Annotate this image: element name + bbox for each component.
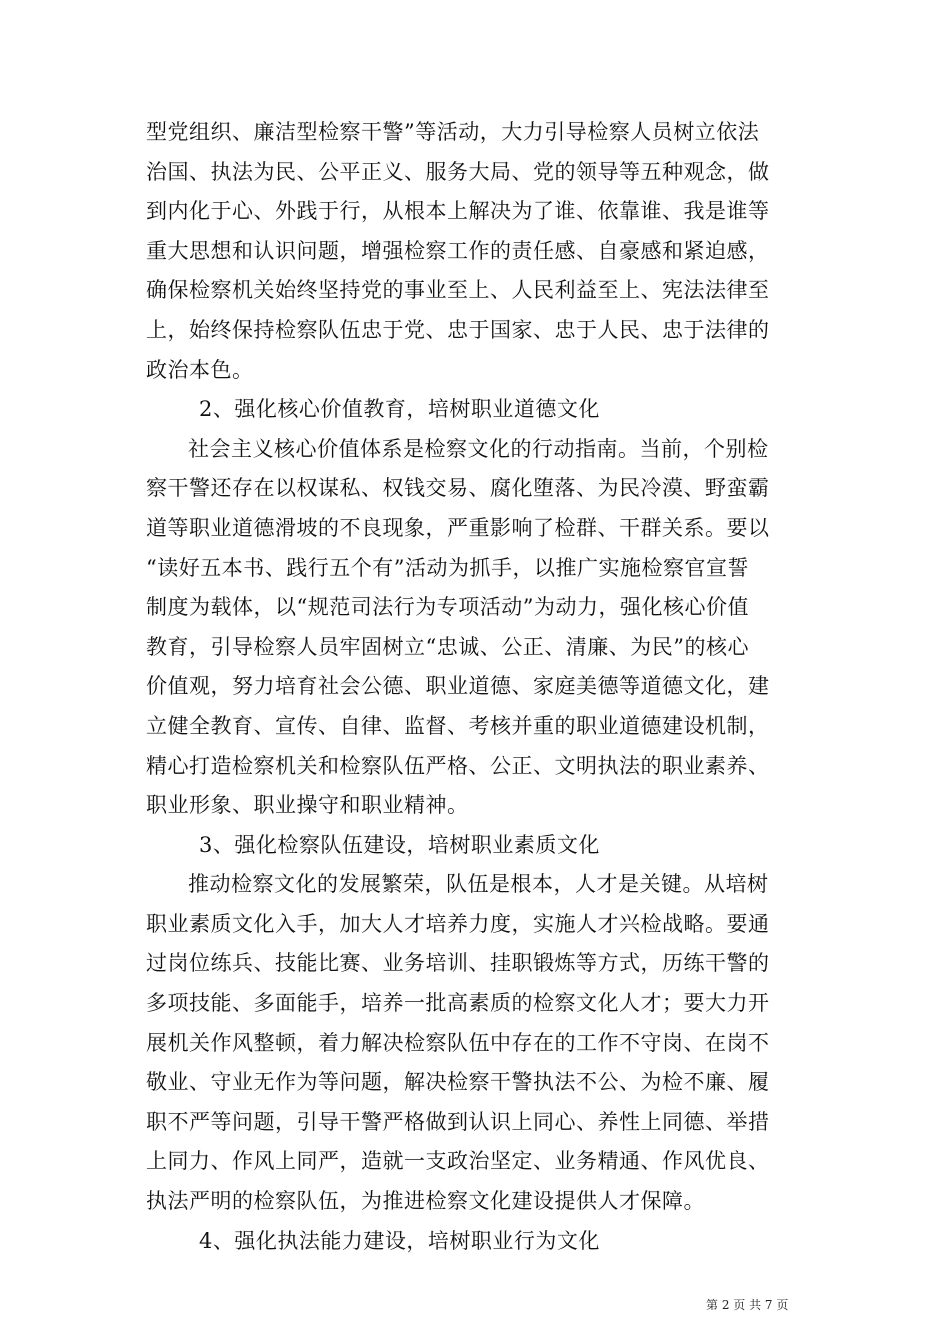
text-line: 道等职业道德滑坡的不良现象，严重影响了检群、干群关系。要以 xyxy=(146,515,770,540)
text-line: 上，始终保持检察队伍忠于党、忠于国家、忠于人民、忠于法律的 xyxy=(146,317,770,342)
text-line: 到内化于心、外践于行，从根本上解决为了谁、依靠谁、我是谁等 xyxy=(146,199,770,224)
text-line: 价值观，努力培育社会公德、职业道德、家庭美德等道德文化，建 xyxy=(146,674,770,699)
text-line: 重大思想和认识问题，增强检察工作的责任感、自豪感和紧迫感， xyxy=(146,238,770,263)
text-line: 教育，引导检察人员牢固树立“忠诚、公正、清廉、为民”的核心 xyxy=(146,634,749,659)
text-line: 执法严明的检察队伍，为推进检察文化建设提供人才保障。 xyxy=(146,1189,705,1214)
section-heading: 2、强化核心价值教育，培树职业道德文化 xyxy=(199,397,600,422)
text-line: 展机关作风整顿，着力解决检察队伍中存在的工作不守岗、在岗不 xyxy=(146,1030,770,1055)
text-line: 察干警还存在以权谋私、权钱交易、腐化堕落、为民冷漠、野蛮霸 xyxy=(146,476,770,501)
text-line: 过岗位练兵、技能比赛、业务培训、挂职锻炼等方式，历练干警的 xyxy=(146,951,770,976)
text-line: 确保检察机关始终坚持党的事业至上、人民利益至上、宪法法律至 xyxy=(146,278,770,303)
text-line: 职业素质文化入手，加大人才培养力度，实施人才兴检战略。要通 xyxy=(146,911,770,936)
section-heading: 3、强化检察队伍建设，培树职业素质文化 xyxy=(199,832,600,857)
text-line: 型党组织、廉洁型检察干警”等活动，大力引导检察人员树立依法 xyxy=(146,120,760,144)
text-line: 上同力、作风上同严，造就一支政治坚定、业务精通、作风优良、 xyxy=(146,1149,770,1174)
paragraph-first-line: 社会主义核心价值体系是检察文化的行动指南。当前，个别检 xyxy=(188,436,769,461)
page-number-footer: 第 2 页 共 7 页 xyxy=(706,1298,789,1312)
text-line: 治国、执法为民、公平正义、服务大局、党的领导等五种观念，做 xyxy=(146,159,770,184)
text-line: 职业形象、职业操守和职业精神。 xyxy=(146,793,469,818)
text-line: 制度为载体，以“规范司法行为专项活动”为动力，强化核心价值 xyxy=(146,595,749,620)
text-line: 多项技能、多面能手，培养一批高素质的检察文化人才；要大力开 xyxy=(146,991,770,1016)
text-line: 精心打造检察机关和检察队伍严格、公正、文明执法的职业素养、 xyxy=(146,753,770,778)
section-heading: 4、强化执法能力建设，培树职业行为文化 xyxy=(199,1228,600,1253)
paragraph-first-line: 推动检察文化的发展繁荣，队伍是根本，人才是关键。从培树 xyxy=(188,872,769,897)
text-line: 敬业、守业无作为等问题，解决检察干警执法不公、为检不廉、履 xyxy=(146,1070,770,1095)
body-text xyxy=(146,113,806,1261)
text-line: 职不严等问题，引导干警严格做到认识上同心、养性上同德、举措 xyxy=(146,1109,770,1134)
text-line: 政治本色。 xyxy=(146,357,254,382)
text-line: 立健全教育、宣传、自律、监督、考核并重的职业道德建设机制， xyxy=(146,713,770,738)
text-line: “读好五本书、践行五个有”活动为抓手，以推广实施检察官宣誓 xyxy=(146,555,749,580)
